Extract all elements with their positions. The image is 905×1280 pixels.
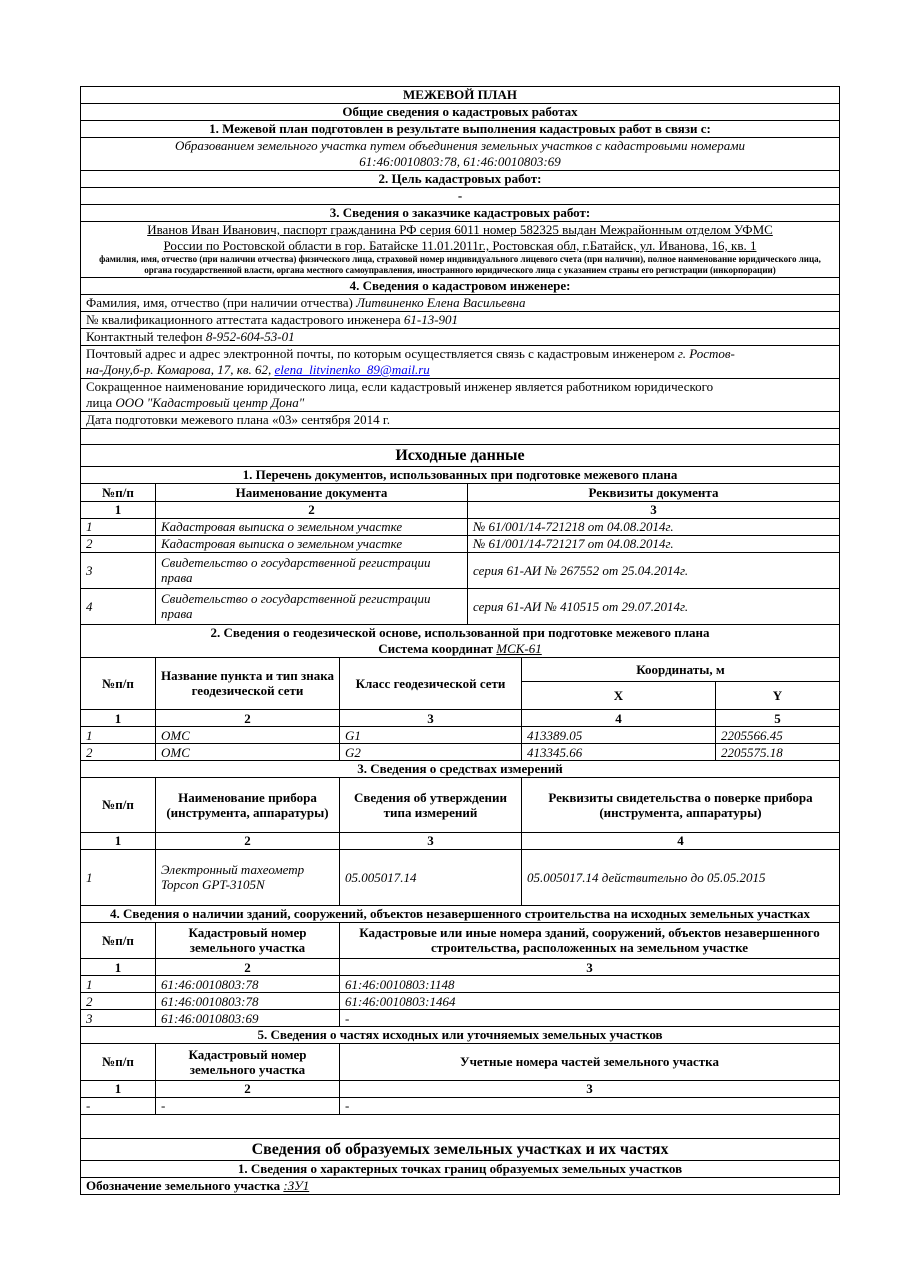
col-header-y: Y (716, 682, 840, 710)
table-header-row (81, 1044, 840, 1080)
table-row (81, 518, 840, 535)
t2-heading-text: 2. Сведения о геодезической основе, использованной при подготовке межевого плана (210, 624, 710, 640)
column-number-row (81, 832, 840, 849)
parcel-parts-table (80, 1044, 840, 1115)
engineer-name-row (80, 295, 840, 312)
object-number: - (340, 1010, 840, 1027)
document-requisites: № 61/001/14-721217 от 04.08.2014г. (468, 535, 840, 552)
column-number-row (81, 959, 840, 976)
col-number: 4 (522, 832, 840, 849)
coord-y: 2205566.45 (716, 727, 840, 744)
general-info-heading: Общие сведения о кадастровых работах (80, 104, 840, 121)
instrument-name: Электронный тахеометр Topcon GPT-3105N (156, 849, 340, 905)
col-number: 2 (156, 832, 340, 849)
document-requisites: серия 61-АИ № 410515 от 29.07.2014г. (468, 588, 840, 624)
row-number: - (81, 1097, 156, 1114)
table-row (81, 1097, 840, 1114)
col-number: 3 (340, 959, 840, 976)
document-title: МЕЖЕВОЙ ПЛАН (80, 86, 840, 104)
column-number-row (81, 1080, 840, 1097)
blank-row (80, 429, 840, 445)
parcel-number: 61:46:0010803:78 (156, 976, 340, 993)
point-class: G1 (340, 727, 522, 744)
engineer-org-row (80, 379, 840, 412)
coord-system-value: МСК-61 (496, 640, 542, 656)
table-header-row (81, 484, 840, 501)
table-row (81, 727, 840, 744)
table-row (81, 849, 840, 905)
document-name: Свидетельство о государственной регистрации права (156, 588, 468, 624)
engineer-phone-value: 8-952-604-53-01 (205, 329, 295, 344)
point-class: G2 (340, 744, 522, 761)
point-name: ОМС (156, 744, 340, 761)
col-header: Координаты, м (522, 658, 840, 682)
column-number-row (81, 501, 840, 518)
instrument-approval: 05.005017.14 (340, 849, 522, 905)
col-number: 2 (156, 710, 340, 727)
col-header: №п/п (81, 778, 156, 832)
table-row (81, 535, 840, 552)
col-number: 3 (340, 710, 522, 727)
parcel-number: 61:46:0010803:78 (156, 993, 340, 1010)
customer-line2: России по Ростовской области в гор. Батайске 11.01.2011г., Ростовская обл, г.Батайск, ул. Иванова, 16, кв. 1 (163, 238, 757, 253)
table-row (81, 744, 840, 761)
row-number: 1 (81, 727, 156, 744)
col-header: Кадастровый номер земельного участка (156, 1044, 340, 1080)
coord-y: 2205575.18 (716, 744, 840, 761)
engineer-phone-row (80, 329, 840, 346)
col-number: 1 (81, 959, 156, 976)
engineer-address-label: Почтовый адрес и адрес электронной почты, по которым осуществляется связь с кадастровым инженером (86, 346, 675, 361)
engineer-address-value1: г. Ростов- (677, 346, 735, 361)
table-row (81, 552, 840, 588)
coord-x: 413389.05 (522, 727, 716, 744)
col-number: 2 (156, 959, 340, 976)
column-number-row (81, 710, 840, 727)
col-header: Кадастровые или иные номера зданий, сооружений, объектов незавершенного строительства, расположенных на земельном участке (340, 923, 840, 959)
source-data-title: Исходные данные (80, 445, 840, 467)
col-number: 5 (716, 710, 840, 727)
s2-heading: 2. Цель кадастровых работ: (80, 171, 840, 188)
col-header: №п/п (81, 1044, 156, 1080)
col-number: 2 (156, 1080, 340, 1097)
col-number: 3 (340, 832, 522, 849)
engineer-cert-label: № квалификационного аттестата кадастрового инженера (86, 312, 401, 327)
coord-system-label: Система координат (378, 640, 494, 656)
instrument-certificate: 05.005017.14 действительно до 05.05.2015 (522, 849, 840, 905)
col-number: 1 (81, 832, 156, 849)
table-row (81, 1010, 840, 1027)
col-header: Реквизиты документа (468, 484, 840, 501)
customer-block (80, 222, 840, 278)
document-name: Кадастровая выписка о земельном участке (156, 518, 468, 535)
col-header: №п/п (81, 658, 156, 710)
col-header: Учетные номера частей земельного участка (340, 1044, 840, 1080)
engineer-cert-row (80, 312, 840, 329)
row-number: 3 (81, 552, 156, 588)
coord-x: 413345.66 (522, 744, 716, 761)
document-requisites: № 61/001/14-721218 от 04.08.2014г. (468, 518, 840, 535)
col-header: Кадастровый номер земельного участка (156, 923, 340, 959)
table-header-row (81, 658, 840, 682)
col-header: Реквизиты свидетельства о поверке прибора (инструмента, аппаратуры) (522, 778, 840, 832)
table-header-row (81, 778, 840, 832)
row-number: 1 (81, 518, 156, 535)
document-name: Кадастровая выписка о земельном участке (156, 535, 468, 552)
geodetic-base-table (80, 658, 840, 762)
col-header-x: X (522, 682, 716, 710)
row-number: 1 (81, 976, 156, 993)
s2-value: - (80, 188, 840, 205)
parcel-designation-row (80, 1178, 840, 1195)
col-number: 3 (340, 1080, 840, 1097)
row-number: 2 (81, 535, 156, 552)
object-number: 61:46:0010803:1464 (340, 993, 840, 1010)
engineer-org-value: ООО "Кадастровый центр Дона" (115, 395, 305, 410)
engineer-cert-value: 61-13-901 (403, 312, 459, 327)
plan-date-row: Дата подготовки межевого плана «03» сентября 2014 г. (80, 412, 840, 429)
engineer-name-label: Фамилия, имя, отчество (при наличии отчества) (86, 295, 353, 310)
row-number: 3 (81, 1010, 156, 1027)
col-header: Название пункта и тип знака геодезической сети (156, 658, 340, 710)
s1-line2: 61:46:0010803:78, 61:46:0010803:69 (80, 154, 840, 171)
document-name: Свидетельство о государственной регистрации права (156, 552, 468, 588)
row-number: 2 (81, 744, 156, 761)
t3-heading: 3. Сведения о средствах измерений (80, 761, 840, 778)
parcel-number: - (156, 1097, 340, 1114)
col-number: 1 (81, 710, 156, 727)
col-number: 2 (156, 501, 468, 518)
s3-heading: 3. Сведения о заказчике кадастровых работ: (80, 205, 840, 222)
customer-line1: Иванов Иван Иванович, паспорт гражданина РФ серия 6011 номер 582325 выдан Межрайонным отделом УФМС (147, 222, 773, 237)
engineer-name-value: Литвиненко Елена Васильевна (356, 295, 526, 310)
col-header: Класс геодезической сети (340, 658, 522, 710)
row-number: 1 (81, 849, 156, 905)
point-name: ОМС (156, 727, 340, 744)
col-header: Сведения об утверждении типа измерений (340, 778, 522, 832)
customer-note: фамилия, имя, отчество (при наличии отчества) физического лица, страховой номер индивидуального лицевого счета (при наличии), полное наименование юридического лица, органа государственной власти, органа местного самоуправления, иностранного юридического лица с указанием страны его регистрации (инкорпорации) (99, 254, 821, 275)
documents-table (80, 484, 840, 625)
part-numbers: - (340, 1097, 840, 1114)
formed-parcels-title: Сведения об образуемых земельных участках и их частях (80, 1139, 840, 1161)
t4-heading: 4. Сведения о наличии зданий, сооружений, объектов незавершенного строительства на исходных земельных участках (80, 906, 840, 923)
mezhevoy-plan-sheet (80, 86, 840, 1195)
col-header: №п/п (81, 484, 156, 501)
table-row (81, 588, 840, 624)
formed-t1-heading: 1. Сведения о характерных точках границ образуемых земельных участков (80, 1161, 840, 1178)
table-header-row (81, 923, 840, 959)
engineer-address-row (80, 346, 840, 379)
blank-row (80, 1115, 840, 1139)
instruments-table (80, 778, 840, 906)
table-row (81, 993, 840, 1010)
parcel-designation-label: Обозначение земельного участка (86, 1177, 281, 1193)
col-number: 1 (81, 501, 156, 518)
s4-heading: 4. Сведения о кадастровом инженере: (80, 278, 840, 295)
buildings-table (80, 923, 840, 1028)
t5-heading: 5. Сведения о частях исходных или уточняемых земельных участков (80, 1027, 840, 1044)
engineer-address-value2: на-Дону,б-р. Комарова, 17, кв. 62, (86, 362, 272, 377)
parcel-number: 61:46:0010803:69 (156, 1010, 340, 1027)
parcel-designation-value: :ЗУ1 (283, 1177, 310, 1193)
engineer-email-link[interactable]: elena_litvinenko_89@mail.ru (274, 362, 430, 377)
s1-line1: Образованием земельного участка путем объединения земельных участков с кадастровыми номерами (80, 138, 840, 154)
row-number: 2 (81, 993, 156, 1010)
col-header: №п/п (81, 923, 156, 959)
engineer-org-label1: Сокращенное наименование юридического лица, если кадастровый инженер является работником юридического (86, 379, 714, 394)
col-number: 1 (81, 1080, 156, 1097)
t2-heading (80, 625, 840, 658)
engineer-org-label2: лица (86, 395, 113, 410)
col-number: 3 (468, 501, 840, 518)
table-row (81, 976, 840, 993)
engineer-phone-label: Контактный телефон (86, 329, 203, 344)
col-number: 4 (522, 710, 716, 727)
t1-heading: 1. Перечень документов, использованных при подготовке межевого плана (80, 467, 840, 484)
col-header: Наименование прибора (инструмента, аппаратуры) (156, 778, 340, 832)
object-number: 61:46:0010803:1148 (340, 976, 840, 993)
document-requisites: серия 61-АИ № 267552 от 25.04.2014г. (468, 552, 840, 588)
col-header: Наименование документа (156, 484, 468, 501)
row-number: 4 (81, 588, 156, 624)
s1-heading: 1. Межевой план подготовлен в результате выполнения кадастровых работ в связи с: (80, 121, 840, 138)
